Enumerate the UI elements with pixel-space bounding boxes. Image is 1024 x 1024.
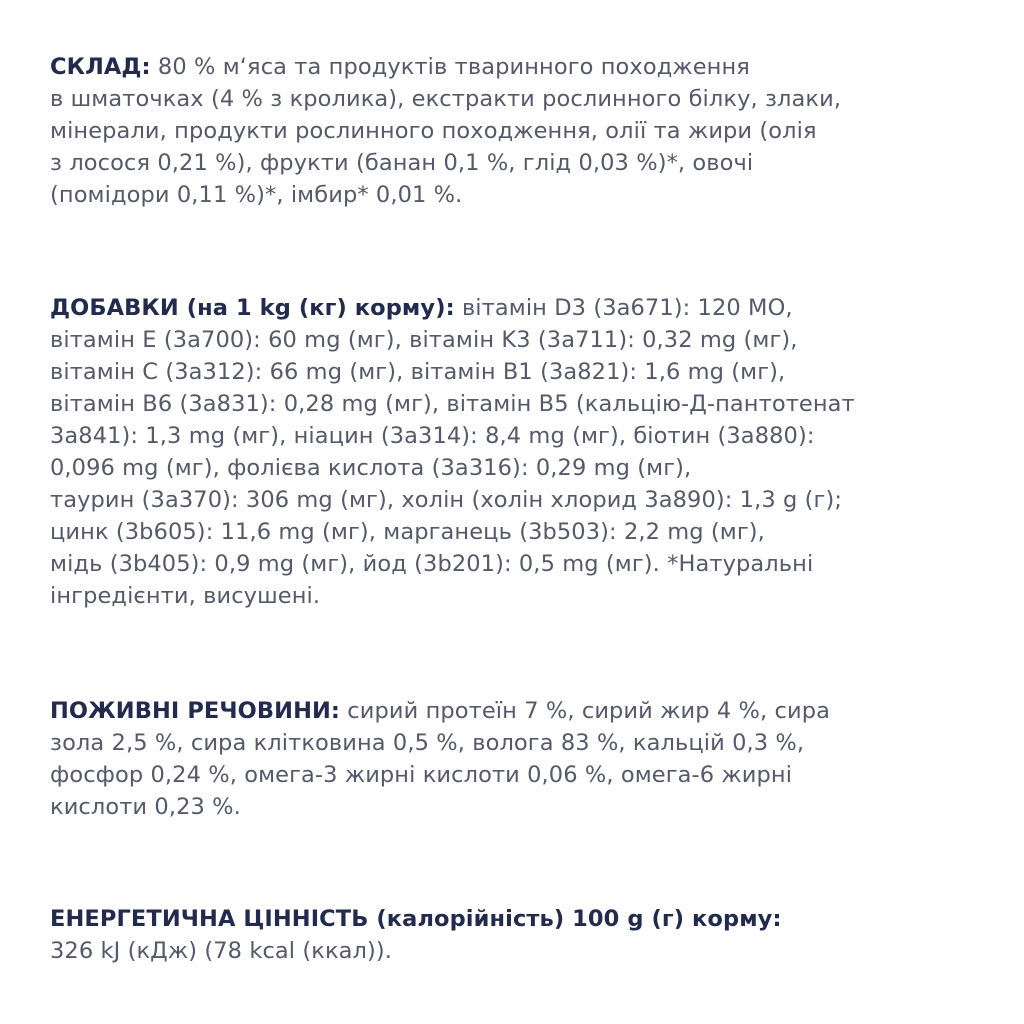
additives-section [50,292,990,612]
composition-heading: СКЛАД: [50,54,151,80]
nutrients-line: зола 2,5 %, сира клітковина 0,5 %, волога 83 %, кальцій 0,3 %, [50,730,805,756]
additives-line: мідь (3b405): 0,9 mg (мг), йод (3b201): 0,5 mg (мг). *Натуральні [50,551,814,577]
additives-line [50,292,990,324]
energy-section [50,903,990,967]
additives-line: цинк (3b605): 11,6 mg (мг), марганець (3b503): 2,2 mg (мг), [50,519,765,545]
additives-line: 0,096 mg (мг), фолієва кислота (3a316): 0,29 mg (мг), [50,455,692,481]
additives-heading: ДОБАВКИ (на 1 kg (кг) корму): [50,295,455,321]
additives-line: інгредієнти, висушені. [50,583,321,609]
additives-line: таурин (3a370): 306 mg (мг), холін (холін хлорид 3a890): 1,3 g (г); [50,487,843,513]
additives-line: вітамін C (3a312): 66 mg (мг), вітамін B1 (3a821): 1,6 mg (мг), [50,359,786,385]
additives-line: вітамін B6 (3a831): 0,28 mg (мг), вітамін B5 (кальцію-Д-пантотенат [50,391,855,417]
composition-line [50,51,990,83]
energy-line: 326 kJ (кДж) (78 kcal (ккал)). [50,938,393,964]
energy-line [50,903,990,935]
composition-line: мінерали, продукти рослинного походження, олії та жири (олія [50,118,817,144]
energy-heading: ЕНЕРГЕТИЧНА ЦІННІСТЬ (калорійність) 100 g (г) корму: [50,906,782,932]
nutrients-line [50,695,990,727]
composition-section [50,51,990,211]
composition-text: 80 % м‘яса та продуктів тваринного походження [157,54,750,80]
composition-line: (помідори 0,11 %)*, імбир* 0,01 %. [50,182,463,208]
nutrients-heading: ПОЖИВНІ РЕЧОВИНИ: [50,698,341,724]
nutrients-text: сирий протеїн 7 %, сирий жир 4 %, сира [347,698,830,724]
composition-line: з лосося 0,21 %), фрукти (банан 0,1 %, глід 0,03 %)*, овочі [50,150,754,176]
nutrients-line: кислоти 0,23 %. [50,794,241,820]
composition-line: в шматочках (4 % з кролика), екстракти рослинного білку, злаки, [50,86,842,112]
additives-text: вітамін D3 (3a671): 120 МО, [461,295,793,321]
additives-line: вітамін E (3a700): 60 mg (мг), вітамін K3 (3a711): 0,32 mg (мг), [50,327,798,353]
nutrients-section [50,695,990,823]
additives-line: 3a841): 1,3 mg (мг), ніацин (3a314): 8,4 mg (мг), біотин (3a880): [50,423,815,449]
nutrients-line: фосфор 0,24 %, омега-3 жирні кислоти 0,06 %, омега-6 жирні [50,762,793,788]
